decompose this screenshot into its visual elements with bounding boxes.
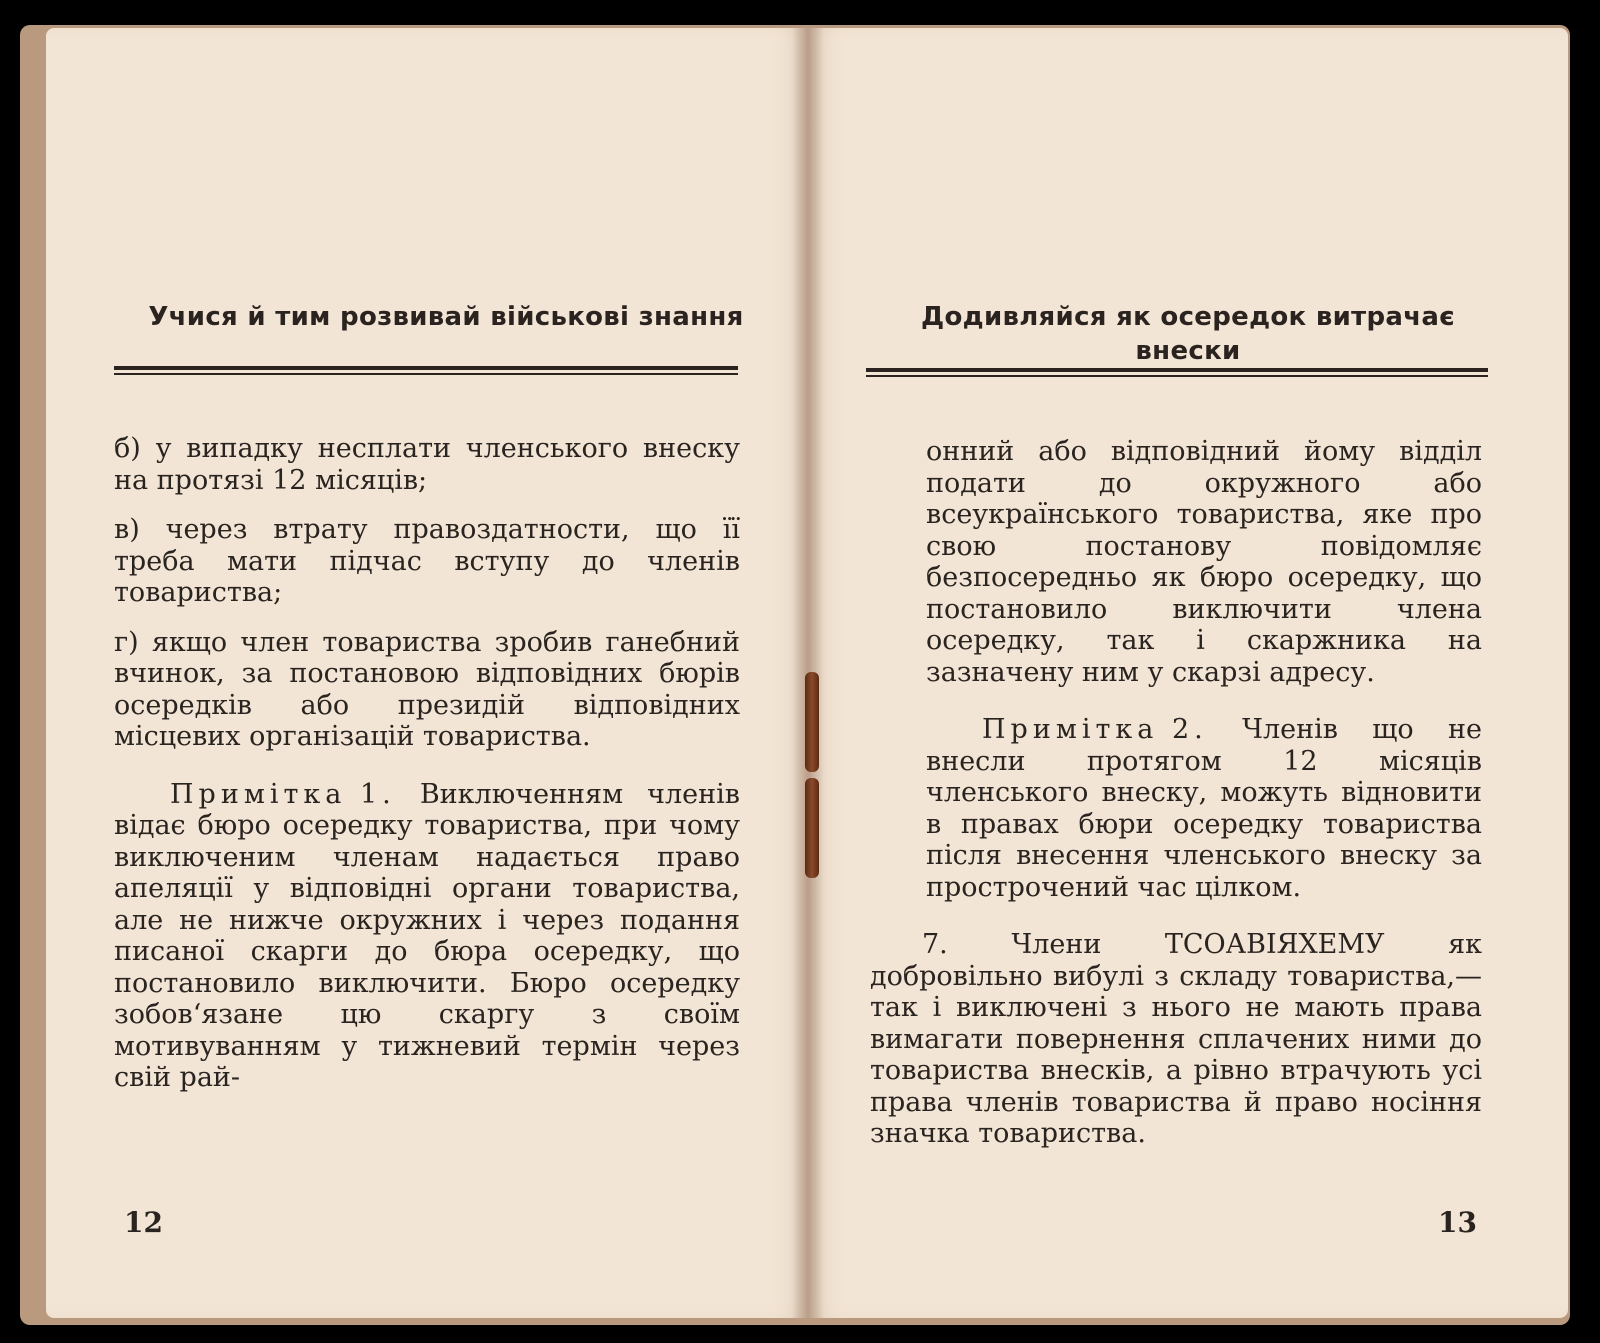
left-page-header: Учися й тим розвивай військові знання xyxy=(148,302,744,332)
left-header-rule xyxy=(114,366,738,375)
note-1 xyxy=(114,779,740,1094)
paragraph-b: б) у випадку несплати членського внеску на протязі 12 місяців; xyxy=(114,433,740,496)
note-1-text: Виключенням членів відає бюро осередку товариства, при чому виключеним членам надається право апеляції у відповідні органи товариства, але не нижче окружних і через подання писаної скарги до бюра осередку, що постановило виключити. Бюро осередку зобов‘язане цю скаргу з своїм мотивуванням у тижневий термін через свій рай- xyxy=(114,778,740,1093)
left-page-number: 12 xyxy=(124,1206,163,1239)
staple-bottom xyxy=(805,778,819,878)
right-page-header: Додивляйся як осередок витрачає внески xyxy=(921,302,1455,366)
right-page xyxy=(808,28,1568,1318)
paragraph-g: г) якщо член товариства зробив ганебний вчинок, за постановою відповідних бюрів осередків або президій відповідних місцевих організацій товариства. xyxy=(114,626,740,752)
note-2-label: Примітка 2. xyxy=(982,714,1208,745)
left-page-body xyxy=(114,433,740,1094)
note-2-text: Членів що не внесли протягом 12 місяців членського внеску, можуть відновити в правах бюри осередку товариства після внесення членського внеску за прострочений час цілком. xyxy=(926,714,1482,903)
note-1-label: Примітка 1. xyxy=(170,778,396,810)
left-page xyxy=(46,28,808,1318)
continued-paragraph: онний або відповідний йому відділ подати до окружного або всеукраїнського товариства, яке про свою постанову повідомляє безпосередньо як бюро осередку, що постановило виключити члена осередку, так і скаржника на зазначену ним у скарзі адресу. xyxy=(926,436,1482,688)
staple-top xyxy=(805,672,819,772)
paragraph-v: в) через втрату правоздатности, що її треба мати підчас вступу до членів товариства; xyxy=(114,514,740,608)
right-page-body xyxy=(870,436,1482,1150)
right-header-rule xyxy=(866,368,1488,377)
section-7 xyxy=(870,929,1482,1150)
section-7-text: 7. Члени ТСОАВІЯХЕМУ як добровільно вибулі з складу товариства,— так і виключені з нього не мають права вимагати повернення сплачених ними до товариства внесків, а рівно втрачують усі права членів товариства й право носіння значка товариства. xyxy=(870,929,1482,1149)
note-2 xyxy=(870,714,1482,903)
right-page-number: 13 xyxy=(1438,1206,1477,1239)
